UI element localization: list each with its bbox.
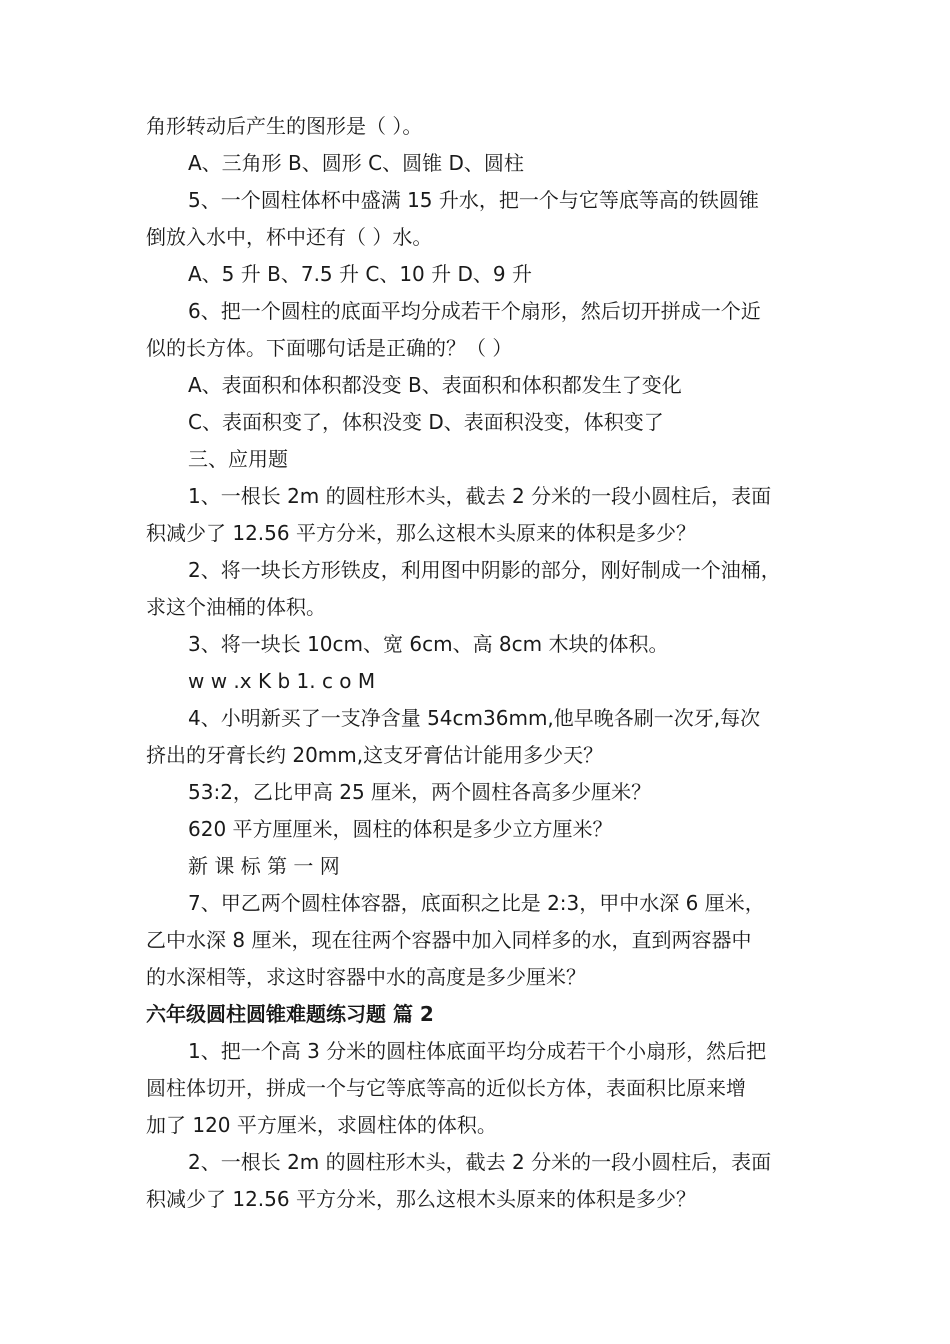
text-line: 7、甲乙两个圆柱体容器，底面积之比是 2:3，甲中水深 6 厘米，: [188, 891, 765, 915]
watermark-text: w w .x K b 1. c o M: [188, 669, 376, 693]
text-line: A、三角形 B、圆形 C、圆锥 D、圆柱: [188, 151, 524, 175]
document-body: [146, 108, 826, 1218]
text-line: C、表面积变了，体积没变 D、表面积没变，体积变了: [188, 410, 664, 434]
text-line: 2、将一块长方形铁皮，利用图中阴影的部分，刚好制成一个油桶，: [188, 558, 781, 582]
text-line: 1、一根长 2m 的圆柱形木头，截去 2 分米的一段小圆柱后，表面: [188, 484, 772, 508]
text-line: 3、将一块长 10cm、宽 6cm、高 8cm 木块的体积。: [188, 632, 669, 656]
text-line: 积减少了 12.56 平方分米，那么这根木头原来的体积是多少？: [146, 521, 696, 545]
text-line: A、5 升 B、7.5 升 C、10 升 D、9 升: [188, 262, 532, 286]
text-line: 求这个油桶的体积。: [146, 595, 326, 619]
text-line: 积减少了 12.56 平方分米，那么这根木头原来的体积是多少？: [146, 1187, 696, 1211]
watermark-text: 新 课 标 第 一 网: [188, 854, 340, 878]
text-line: 5、一个圆柱体杯中盛满 15 升水，把一个与它等底等高的铁圆锥: [188, 188, 759, 212]
text-line: 2、一根长 2m 的圆柱形木头，截去 2 分米的一段小圆柱后，表面: [188, 1150, 772, 1174]
text-line: 53:2，乙比甲高 25 厘米，两个圆柱各高多少厘米？: [188, 780, 652, 804]
text-line: 倒放入水中，杯中还有（ ）水。: [146, 225, 433, 249]
text-line: 1、把一个高 3 分米的圆柱体底面平均分成若干个小扇形，然后把: [188, 1039, 767, 1063]
section-title: 六年级圆柱圆锥难题练习题 篇 2: [146, 1002, 434, 1026]
text-line: 圆柱体切开，拼成一个与它等底等高的近似长方体，表面积比原来增: [146, 1076, 746, 1100]
text-line: 620 平方厘厘米，圆柱的体积是多少立方厘米？: [188, 817, 613, 841]
text-line: 角形转动后产生的图形是（ ）。: [146, 114, 423, 138]
text-line: 挤出的牙膏长约 20mm,这支牙膏估计能用多少天？: [146, 743, 604, 767]
section-heading: 三、应用题: [188, 447, 288, 471]
text-line: 的水深相等，求这时容器中水的高度是多少厘米？: [146, 965, 586, 989]
text-line: 乙中水深 8 厘米，现在往两个容器中加入同样多的水，直到两容器中: [146, 928, 752, 952]
text-line: 4、小明新买了一支净含量 54cm36mm,他早晚各刷一次牙,每次: [188, 706, 761, 730]
text-line: 加了 120 平方厘米，求圆柱体的体积。: [146, 1113, 497, 1137]
text-line: 似的长方体。下面哪句话是正确的？（ ）: [146, 336, 513, 360]
text-line: 6、把一个圆柱的底面平均分成若干个扇形，然后切开拼成一个近: [188, 299, 761, 323]
text-line: A、表面积和体积都没变 B、表面积和体积都发生了变化: [188, 373, 682, 397]
